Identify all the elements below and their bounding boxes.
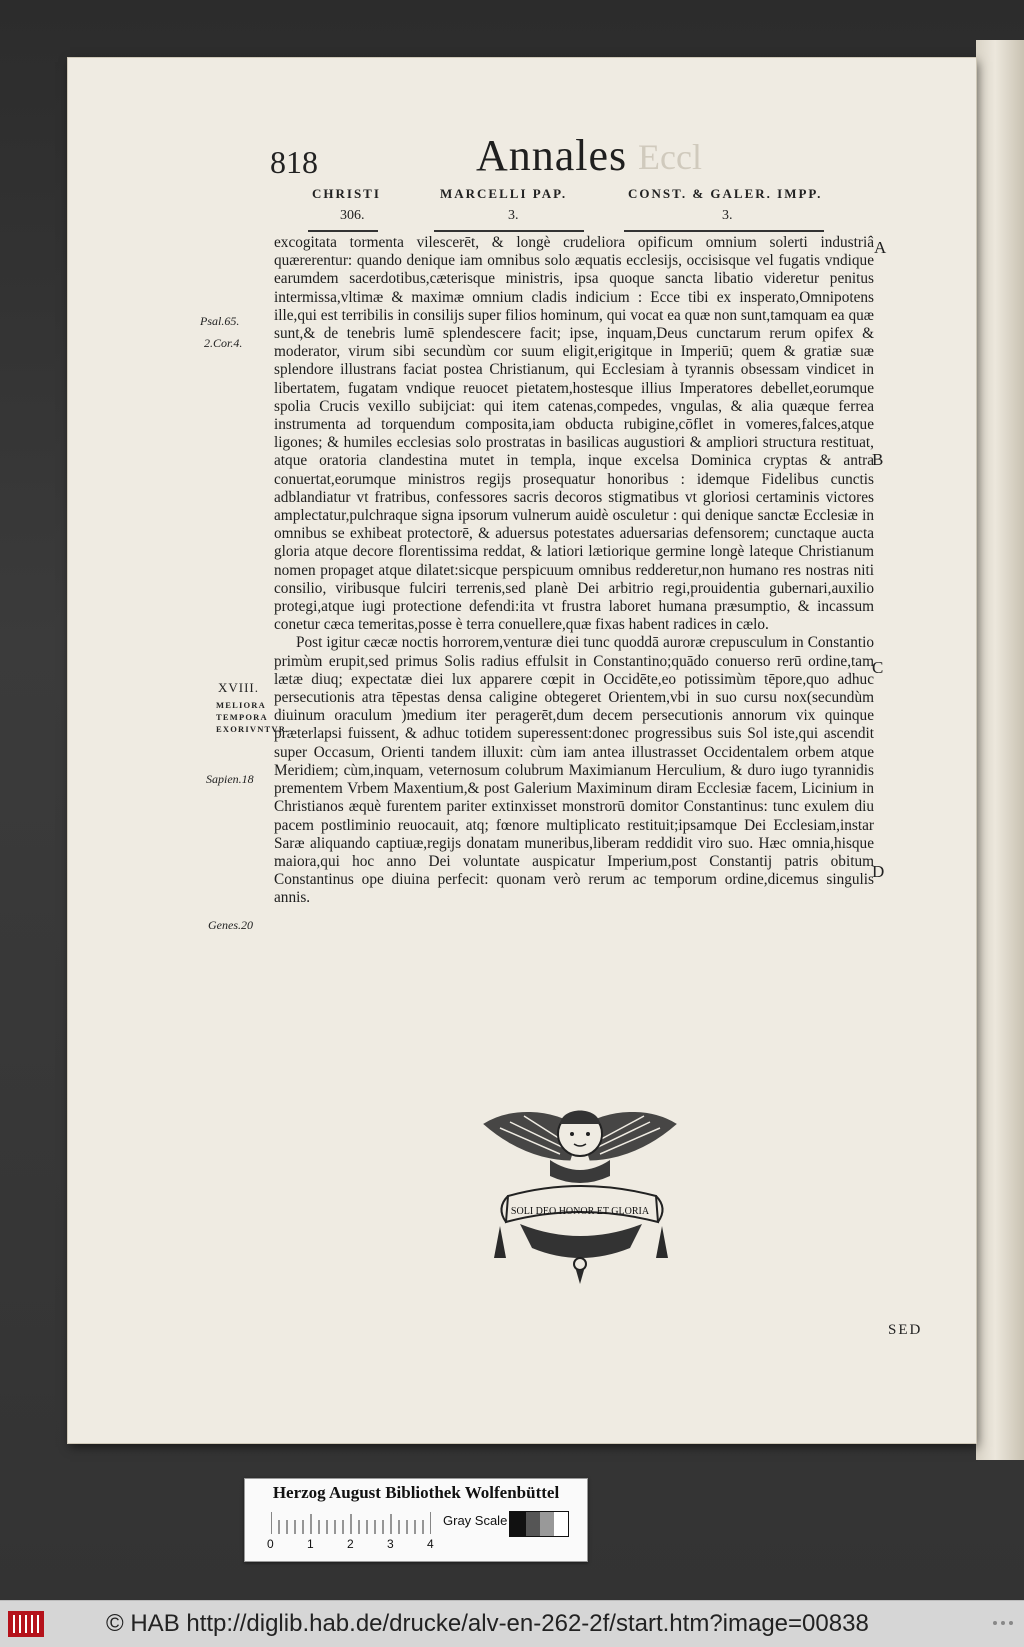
show-through-text: Eccl — [638, 137, 702, 177]
header-christi-year: 306. — [340, 208, 365, 223]
source-link[interactable]: © HAB http://diglib.hab.de/drucke/alv-en-262-2f/start.htm?image=00838 — [106, 1610, 869, 1637]
section-number: XVIII. — [218, 680, 260, 695]
ruler-number: 0 — [267, 1537, 274, 1551]
main-text — [274, 234, 874, 908]
header-emperors-year: 3. — [722, 208, 733, 223]
cherub-ornament — [480, 1098, 680, 1288]
margin-note-psalm: Psal.65. — [200, 314, 240, 328]
gray-scale-label: Gray Scale — [443, 1513, 508, 1528]
page-number: 818 — [270, 144, 318, 180]
header-rule — [308, 230, 378, 232]
header-christi-label: CHRISTI — [312, 186, 381, 201]
paragraph: excogitata tormenta vilescerēt, & longè crudeliora opificum omnium solerti industriâ quærerentur: quando denique iam omnibus solo æquatis ecclesijs, occisisque vel fugatis vndique earumdem sacerdotibus,cæterisque ministris, ipsa quoque sancta libatio videretur penitus intermissa,vltimæ & maximæ omnium cladis indicium : Ecce tibi ex insperato,Omnipotens ille,qui est terribilis in consilijs super filios hominum, qui vocat ea quæ non sunt,tamquam ea quæ sunt,& de tenebris lumē splendescere facit; ipse, inquam,Deus cunctarum rerum opifex & moderator, virum sibi secundùm cor suum eligit,erigitque in Imperiū; quem & gratiæ suæ splendore illustrans faciat postea Christianum, qui Ecclesiam à tyrannis obsessam vindicet in libertatem, fugatam vndique reuocet pietatem,hostesque illius Imperatores debellet,eorumque spolia Crucis vexillo subijciat: qui item catenas,compedes, vngulas, & alia quæque ferrea instrumenta ad torquendum composita,iam obducta rubigine,cōflet in vomeres,falces,atque ligones; & humiles ecclesias solo prostratas in basilicas augustiori & ampliori structura restituat, atque oratoria clandestina mutet in templa, inque excelsa Dominica cryptas & antra conuertat,eorumque ministros regijs prosequatur honoribus : idemque Fidelibus cunctis adblandiatur vt fratribus, confessores sacris decoros stigmatibus vt gloriosi certaminis victores amplectatur,pulchraque signa ipsorum vulnerum auidè osculetur : qui denique sanctæ Ecclesiæ in omnibus se exhibeat protectorē, & aduersus potestates aduersarias defensorem; cunctaque aucta gloria atque decore florentissima reddat, & latiori lætiorique germine longè lateque Christianum nomen propaget atque dilatet:sicque perspicuum omnibus redderetur,non humano res nostras niti consilio, viribusque fulciri terrenis,sed planè Dei arbitrio regi,prouidentia gubernari,auxilio protegi,atque iugi protectione defendi:ita vt frustra laboret humana præsumptio, & incassum conetur cæca temeritas,posse è terra conuellere,quæ fixas habent radices in cælo. — [274, 234, 874, 634]
header-emperors-label: CONST. & GALER. IMPP. — [628, 186, 823, 201]
header-pope-year: 3. — [508, 208, 519, 223]
header-pope-label: MARCELLI PAP. — [440, 186, 568, 201]
ruler-number: 1 — [307, 1537, 314, 1551]
paragraph: Post igitur cæcæ noctis horrorem,venturæ diei tunc quoddā auroræ crepusculum in Constantio primùm erupit,sed primus Solis radius effulsit in Constantino;quādo conuerso rerū ordine,tam lætæ diuq; expectatæ diei lux apparere cœpit in Occidēte,eo potissimùm tēpore,quo adhuc persecutionis atra tēpestas densa caligine obtegeret Orientem,vbi in suo cursu nox(secundùm diuinum oraculum )medium iter peragerēt,dum decem persecutionis annorum vix quinque præterlapsi fuissent, & adhuc totidem superessent:donec progressibus suis Sol iste,qui ascendit super Occasum, Orienti tandem illuxit: cùm iam antea illustrasset Occidentalem orbem atque Meridiem; cùm,inquam, veternosum colubrum Maximianum Herculium, & duro iugo tyrannidis prementem Vrbem Maxentium,& post Galerium Maximinum diram Ecclesiæ facem, Licinium in Christianos æquè furentem pariter extinxisset monstrorū domitor Constantinus: tunc exulem diu pacem postliminio reuocauit, atq; fœnore multiplicato restituit;ipsamque Dei Ecclesiam,instar Saræ aliquando captiuæ,regijs donatam muneribus,liberam reddidit viro suo. Hæc omnia,hisque maiora,qui hoc anno Dei voluntate auspicatur Imperium,post Constantij patris obitum Constantinus ope diuina perfecit: quonam verò rerum ac temporum ordine,dicemus singulis annis. — [274, 634, 874, 907]
margin-letter-b: B — [872, 450, 884, 469]
header-rule — [434, 230, 584, 232]
more-icon[interactable] — [992, 1618, 1014, 1628]
ruler-number: 2 — [347, 1537, 354, 1551]
next-page-edge — [976, 40, 1024, 1460]
viewer-footer — [0, 1600, 1024, 1647]
ornament-banner-text: SOLI DEO HONOR ET GLORIA — [510, 1206, 650, 1217]
book-page — [68, 58, 976, 1443]
margin-letter-c: C — [872, 658, 884, 677]
margin-letter-a: A — [874, 238, 887, 257]
gray-scale-swatch — [509, 1511, 569, 1537]
ruler-number: 4 — [427, 1537, 434, 1551]
ruler-number: 3 — [387, 1537, 394, 1551]
margin-letter-d: D — [872, 862, 885, 881]
color-scale-card — [244, 1478, 588, 1562]
ruler-icon — [271, 1512, 431, 1534]
margin-note-sapientia: Sapien.18 — [206, 772, 254, 786]
margin-note-genesis: Genes.20 — [208, 918, 253, 932]
margin-note-corinthians: 2.Cor.4. — [204, 336, 243, 350]
library-name: Herzog August Bibliothek Wolfenbüttel — [272, 1483, 560, 1502]
ruler-numbers — [267, 1537, 447, 1553]
header-rule — [624, 230, 824, 232]
section-label: MELIORA TEMPORA EXORIVNTVR. — [216, 700, 290, 734]
catchword: SED — [888, 1322, 923, 1338]
running-title: Annales — [476, 131, 628, 180]
hab-logo-icon — [8, 1611, 44, 1637]
